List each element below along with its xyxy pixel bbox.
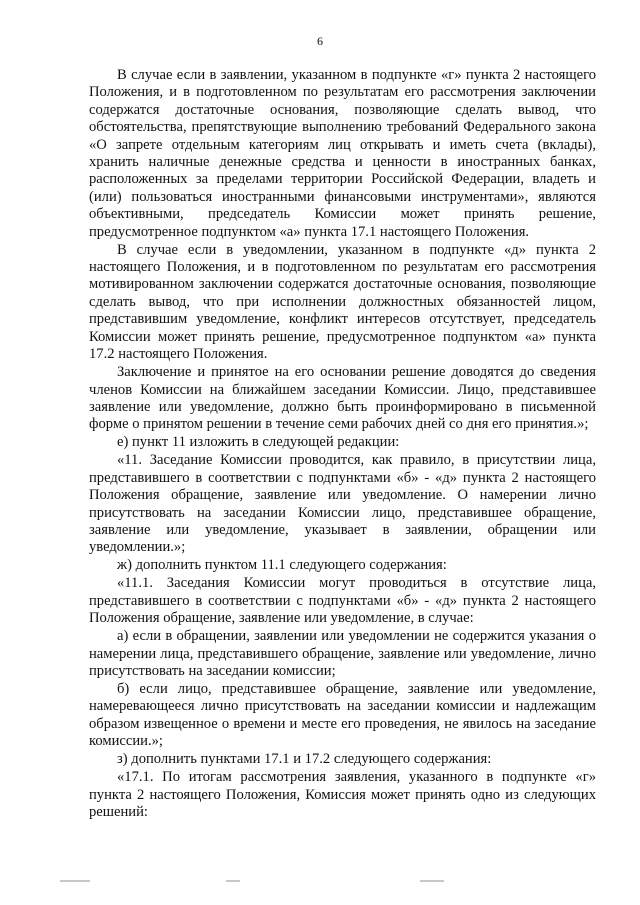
paragraph-objective-circumstances: В случае если в заявлении, указанном в подпункте «г» пункта 2 настоящего Положения, и в подготовленном по результатам его рассмотрения заключении содержатся достаточные основания, позволяющие сделать вывод, что обстоятельства, препятствующие выполнению требований Федерального закона «О запрете отдельным категориям лиц открывать и иметь счета (вклады), хранить наличные денежные средства и ценности в иностранных банках, расположенных за пределами территории Российской Федерации, владеть и (или) пользоваться иностранными финансовыми инструментами», являются объективными, председатель Комиссии может принять решение, предусмотренное подпунктом «а» пункта 17.1 настоящего Положения. (89, 67, 596, 240)
paragraph-add-point-11-1: ж) дополнить пунктом 11.1 следующего содержания: (117, 557, 447, 574)
body-text (89, 67, 596, 822)
page-number: 6 (317, 34, 323, 48)
scan-edge-mark (60, 880, 90, 882)
paragraph-point-11-text: «11. Заседание Комиссии проводится, как правило, в присутствии лица, представившего в соответствии с подпунктами «б» - «д» пункта 2 настоящего Положения обращение, заявление или уведомление. О намерении лично присутствовать на заседании Комиссии лицо, представившее обращение, заявление или уведомление, указывает в заявлении, обращении или уведомлении.»; (89, 452, 596, 556)
paragraph-add-points-17: з) дополнить пунктами 17.1 и 17.2 следующего содержания: (117, 751, 492, 768)
scan-edge-mark (226, 880, 240, 882)
paragraph-point-17-1-text: «17.1. По итогам рассмотрения заявления, указанного в подпункте «г» пункта 2 настоящего Положения, Комиссия может принять одно из следующих решений: (89, 769, 596, 820)
paragraph-amend-point-11: е) пункт 11 изложить в следующей редакции: (117, 434, 400, 451)
paragraph-notification-no-conflict: В случае если в уведомлении, указанном в подпункте «д» пункта 2 настоящего Положения, и в подготовленном по результатам его рассмотрения мотивированном заключении содержатся достаточные основания, позволяющие сделать вывод, что при исполнении должностных обязанностей лицом, представившим уведомление, конфликт интересов отсутствует, председатель Комиссии может принять решение, предусмотренное подпунктом «а» пункта 17.2 настоящего Положения. (89, 241, 596, 363)
paragraph-case-b: б) если лицо, представившее обращение, заявление или уведомление, намеревающееся лично присутствовать на заседании комиссии и надлежащим образом извещенное о времени и месте его проведения, не явилось на заседание комиссии.»; (89, 680, 596, 750)
paragraph-case-a: а) если в обращении, заявлении или уведомлении не содержится указания о намерении лица, представившего обращение, заявление или уведомление, лично присутствовать на заседании комиссии; (89, 628, 596, 679)
scan-edge-mark (420, 880, 444, 882)
paragraph-point-11-1-text: «11.1. Заседания Комиссии могут проводиться в отсутствие лица, представившего в соответствии с подпунктами «б» - «д» пункта 2 настоящего Положения обращение, заявление или уведомление, в случае: (89, 575, 596, 627)
paragraph-decision-communication: Заключение и принятое на его основании решение доводятся до сведения членов Комиссии на ближайшем заседании Комиссии. Лицо, представившее заявление или уведомление, должно быть проинформировано в письменной форме о принятом решении в течение семи рабочих дней со дня его принятия.»; (89, 364, 596, 433)
